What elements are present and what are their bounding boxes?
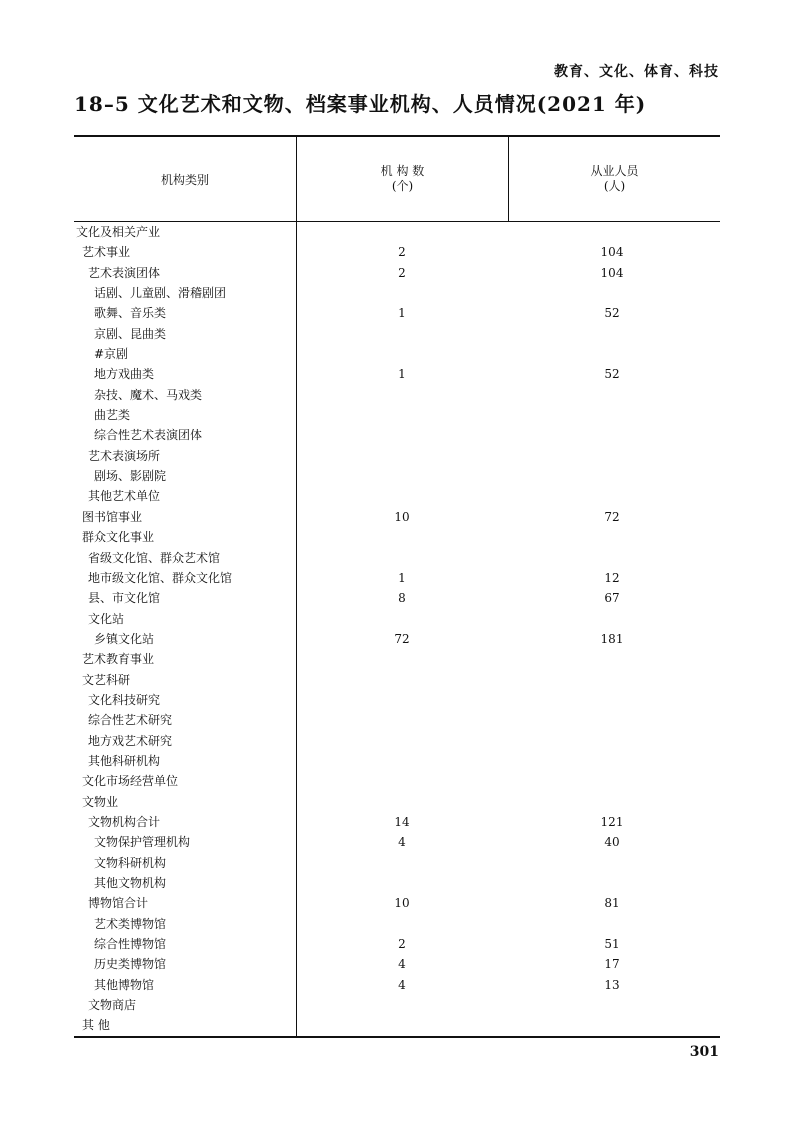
row-category: 图书馆事业	[82, 509, 143, 524]
table-row	[74, 466, 720, 486]
table-row	[74, 425, 720, 445]
row-category: 群众文化事业	[82, 530, 155, 545]
table-row	[74, 792, 720, 812]
row-category: 曲艺类	[94, 408, 131, 423]
row-category: 文化科技研究	[88, 692, 161, 707]
row-staff: 52	[604, 367, 620, 382]
row-staff: 40	[604, 835, 620, 850]
row-institutions: 2	[398, 265, 406, 280]
table-row	[74, 670, 720, 690]
row-institutions: 2	[398, 937, 406, 952]
row-institutions: 8	[398, 591, 406, 606]
table-row	[74, 303, 720, 323]
table-row	[74, 588, 720, 608]
row-institutions: 1	[398, 367, 406, 382]
table-row	[74, 954, 720, 974]
row-category: 文化市场经营单位	[82, 774, 179, 789]
table-row	[74, 385, 720, 405]
row-category: 文艺科研	[82, 672, 131, 687]
row-staff: 81	[604, 896, 620, 911]
row-category: 艺术事业	[82, 245, 131, 260]
header-category: 机构类别	[160, 172, 209, 187]
table-row	[74, 893, 720, 913]
table-row	[74, 1015, 720, 1035]
row-category: 歌舞、音乐类	[94, 306, 167, 321]
table-row	[74, 649, 720, 669]
row-staff: 72	[604, 509, 620, 524]
header-staff-unit: (人)	[603, 179, 626, 193]
table-bottom-rule	[74, 1036, 720, 1038]
table-row	[74, 710, 720, 730]
table-row	[74, 364, 720, 384]
statistics-table	[74, 135, 720, 1038]
row-category: 文物保护管理机构	[94, 835, 191, 850]
row-institutions: 10	[394, 896, 410, 911]
row-category: 京剧、昆曲类	[94, 326, 167, 341]
table-row	[74, 242, 720, 262]
row-institutions: 1	[398, 570, 406, 585]
table-row	[74, 507, 720, 527]
table-row	[74, 548, 720, 568]
table-row	[74, 690, 720, 710]
header-institutions-unit: (个)	[391, 179, 414, 193]
header-institutions	[297, 137, 508, 221]
table-row	[74, 853, 720, 873]
row-category: 综合性艺术研究	[88, 713, 173, 728]
row-category: 其他艺术单位	[88, 489, 161, 504]
row-category: 文化站	[88, 611, 125, 626]
table-row	[74, 873, 720, 893]
row-category: 其他文物机构	[94, 876, 167, 890]
table-row	[74, 405, 720, 425]
table-row	[74, 324, 720, 344]
table-row	[74, 568, 720, 588]
table-row	[74, 934, 720, 954]
table-row	[74, 995, 720, 1015]
section-header: 教育、文化、体育、科技	[554, 64, 719, 80]
row-institutions: 4	[398, 835, 406, 850]
row-institutions: 2	[398, 245, 406, 260]
table-row	[74, 751, 720, 771]
row-institutions: 10	[394, 509, 410, 524]
table-row	[74, 771, 720, 791]
table-row	[74, 486, 720, 506]
row-institutions: 1	[398, 306, 406, 321]
row-staff: 181	[600, 631, 624, 646]
row-category: 博物馆合计	[88, 896, 149, 911]
header-institutions-label: 机 构 数	[380, 164, 425, 178]
row-category: 文物业	[82, 794, 119, 809]
row-category: 话剧、儿童剧、滑稽剧团	[94, 286, 227, 301]
row-staff: 13	[604, 977, 620, 992]
page-number: 301	[689, 1044, 719, 1060]
row-category: 地方戏艺术研究	[88, 733, 173, 748]
table-row	[74, 812, 720, 832]
row-staff: 17	[604, 957, 620, 972]
table-row	[74, 222, 720, 242]
row-staff: 104	[600, 245, 624, 260]
row-staff: 12	[604, 570, 620, 585]
row-institutions: 4	[398, 977, 406, 992]
row-category: 艺术教育事业	[82, 652, 155, 667]
table-row	[74, 527, 720, 547]
row-category: 综合性艺术表演团体	[94, 428, 203, 443]
row-category: 综合性博物馆	[94, 937, 167, 952]
row-category: 艺术类博物馆	[94, 916, 167, 931]
table-row	[74, 283, 720, 303]
header-staff-label: 从业人员	[590, 164, 639, 178]
row-category: 县、市文化馆	[88, 591, 161, 606]
row-category: 其 他	[82, 1018, 110, 1033]
row-category: #京剧	[94, 347, 129, 362]
row-category: 地市级文化馆、群众文化馆	[88, 570, 233, 585]
table-row	[74, 832, 720, 852]
table-row	[74, 344, 720, 364]
row-staff: 51	[604, 937, 620, 952]
page-title: 18–5 文化艺术和文物、档案事业机构、人员情况(2021 年)	[74, 92, 647, 116]
row-staff: 52	[604, 306, 620, 321]
row-category: 文物科研机构	[94, 855, 167, 870]
table-row	[74, 629, 720, 649]
row-institutions: 4	[398, 957, 406, 972]
row-category: 其他博物馆	[94, 977, 155, 992]
table-row	[74, 263, 720, 283]
row-category: 艺术表演场所	[88, 448, 161, 463]
row-institutions: 72	[394, 631, 410, 646]
table-row	[74, 914, 720, 934]
table-row	[74, 731, 720, 751]
row-staff: 67	[604, 591, 620, 606]
row-institutions: 14	[394, 814, 410, 829]
row-category: 剧场、影剧院	[94, 469, 167, 484]
row-category: 乡镇文化站	[94, 631, 155, 646]
table-header	[74, 137, 720, 222]
row-category: 杂技、魔术、马戏类	[94, 387, 203, 402]
header-staff	[509, 137, 720, 221]
row-staff: 104	[600, 265, 624, 280]
table-body	[74, 222, 720, 1036]
row-category: 地方戏曲类	[94, 367, 155, 382]
row-category: 文化及相关产业	[76, 225, 161, 239]
row-category: 文物商店	[88, 998, 137, 1013]
row-staff: 121	[600, 814, 624, 829]
row-category: 历史类博物馆	[94, 957, 167, 972]
row-category: 省级文化馆、群众艺术馆	[88, 550, 221, 565]
row-category: 其他科研机构	[88, 753, 161, 768]
table-row	[74, 975, 720, 995]
row-category: 艺术表演团体	[88, 265, 161, 280]
table-row	[74, 446, 720, 466]
table-row	[74, 609, 720, 629]
row-category: 文物机构合计	[88, 814, 161, 829]
